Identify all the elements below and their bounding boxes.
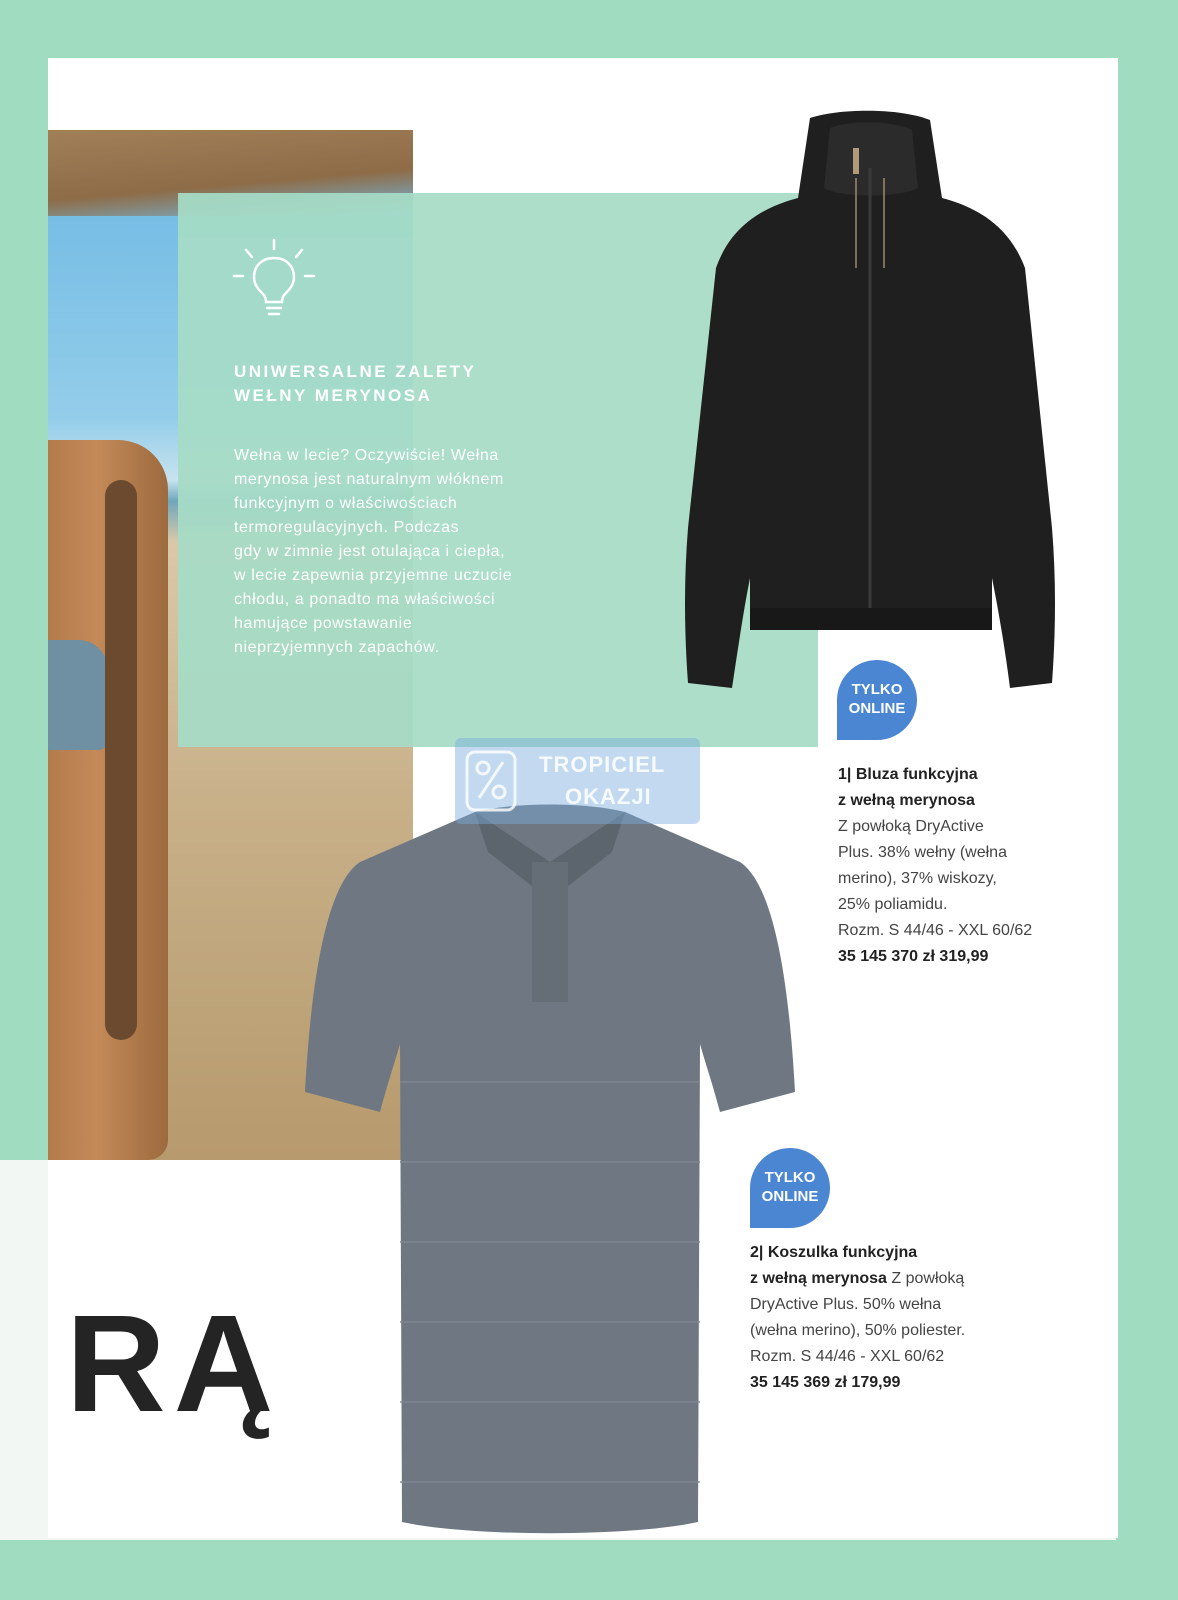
product-desc-line: merino), 37% wiskozy,	[838, 870, 997, 887]
info-body-line: nieprzyjemnych zapachów.	[234, 639, 440, 656]
product-desc-line: Plus. 38% wełny (wełna	[838, 844, 1007, 861]
frame-bottom	[0, 1540, 1178, 1600]
product-price: zł 319,99	[922, 948, 989, 965]
bag-strap	[105, 480, 137, 1040]
info-body-line: termoregulacyjnych. Podczas	[234, 519, 460, 536]
hoodie-image	[680, 108, 1060, 698]
info-body-line: Wełna w lecie? Oczywiście! Wełna	[234, 447, 499, 464]
product-desc-line: Z powłoką DryActive	[838, 818, 984, 835]
watermark-line2: OKAZJI	[565, 784, 652, 809]
info-body-line: w lecie zapewnia przyjemne uczucie	[234, 567, 513, 584]
info-body-line: gdy w zimnie jest otulająca i ciepła,	[234, 543, 506, 560]
info-body-line: merynosa jest naturalnym włóknem	[234, 471, 504, 488]
product-price-line	[750, 1370, 1050, 1396]
info-body-line: hamujące powstawanie	[234, 615, 413, 632]
badge-line: TYLKO	[851, 681, 903, 698]
info-body	[234, 444, 654, 660]
watermark-line1: TROPICIEL	[539, 752, 666, 777]
product-desc-line: Rozm. S 44/46 - XXL 60/62	[750, 1348, 945, 1365]
badge-line: ONLINE	[761, 1188, 819, 1205]
product-title-line: z wełną merynosa	[750, 1270, 887, 1287]
product-title-line-with-desc	[750, 1266, 1050, 1292]
polo-shirt-image	[300, 782, 800, 1542]
badge-line: ONLINE	[848, 700, 906, 717]
info-body-line: funkcyjnym o właściwościach	[234, 495, 458, 512]
product-title-line: 1| Bluza funkcyjna	[838, 766, 978, 783]
product-description-2	[750, 1240, 1050, 1396]
online-only-badge	[837, 660, 917, 740]
lightbulb-icon	[228, 236, 320, 328]
watermark	[455, 738, 700, 824]
product-title-line: z wełną merynosa	[838, 792, 975, 809]
product-desc-line: 25% poliamidu.	[838, 896, 948, 913]
product-description-1	[838, 762, 1088, 970]
percent-tag-icon	[463, 746, 523, 816]
product-desc-line: (wełna merino), 50% poliester.	[750, 1322, 966, 1339]
info-heading	[234, 360, 654, 408]
product-price: zł 179,99	[834, 1374, 901, 1391]
info-heading-line: UNIWERSALNE ZALETY	[234, 362, 477, 381]
online-only-badge	[750, 1148, 830, 1228]
product-code: 35 145 370	[838, 948, 919, 965]
info-heading-line: WEŁNY MERYNOSA	[234, 386, 433, 405]
product-code: 35 145 369	[750, 1374, 831, 1391]
badge-line: TYLKO	[764, 1169, 816, 1186]
frame-top	[0, 0, 1178, 62]
info-body-line: chłodu, a ponadto ma właściwości	[234, 591, 496, 608]
big-headline-fragment: RĄ	[66, 1287, 282, 1441]
product-desc-inline: Z powłoką	[886, 1270, 965, 1287]
product-desc-line: DryActive Plus. 50% wełna	[750, 1296, 942, 1313]
product-price-line	[838, 944, 1088, 970]
frame-right	[1116, 0, 1178, 1600]
person-shorts	[48, 640, 108, 750]
product-title-line: 2| Koszulka funkcyjna	[750, 1244, 918, 1261]
product-desc-line: Rozm. S 44/46 - XXL 60/62	[838, 922, 1033, 939]
